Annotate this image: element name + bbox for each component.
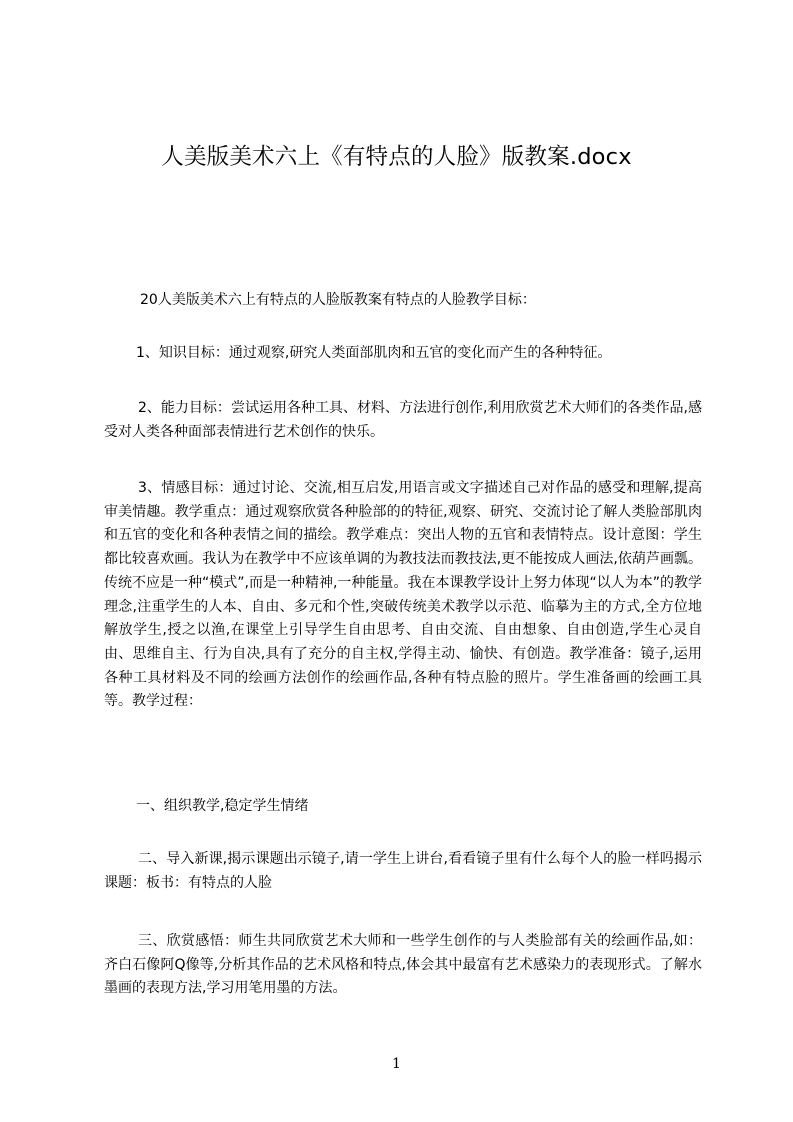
page-number: 1 (392, 1056, 401, 1072)
paragraph-section-one: 一、组织教学,稳定学生情绪 (136, 798, 309, 814)
paragraph-emotion-goal: 3、情感目标：通过讨论、交流,相互启发,用语言或文字描述自己对作品的感受和理解,提高审美情趣。教学重点：通过观察欣赏各种脸部的的特征,观察、研究、交流讨论了解人类脸部肌肉和五官的变化和各种表情之间的描绘。教学难点：突出人物的五官和表情特点。设计意图：学生都比较喜欢画。我认为在教学中不应该单调的为教技法而教技法,更不能按成人画法,依葫芦画瓢。传统不应是一种“模式”,而是一种精神,一种能量。我在本课教学设计上努力体现“以人为本”的教学理念,注重学生的人本、自由、多元和个性,突破传统美术教学以示范、临摹为主的方式,全方位地解放学生,授之以渔,在课堂上引导学生自由思考、自由交流、自由想象、自由创造,学生心灵自由、思维自主、行为自决,具有了充分的自主权,学得主动、愉快、有创造。教学准备：镜子,运用各种工具材料及不同的绘画方法创作的绘画作品,各种有特点脸的照片。学生准备画的绘画工具等。教学过程： (104, 480, 702, 710)
paragraph-intro: 20人美版美术六上有特点的人脸版教案有特点的人脸教学目标： (140, 292, 536, 308)
paragraph-knowledge-goal: 1、知识目标：通过观察,研究人类面部肌肉和五官的变化而产生的各种特征。 (136, 345, 612, 361)
document-title: 人美版美术六上《有特点的人脸》版教案.docx (161, 144, 632, 170)
paragraph-ability-goal: 2、能力目标：尝试运用各种工具、材料、方法进行创作,利用欣赏艺术大师们的各类作品,感受对人类各种面部表情进行艺术创作的快乐。 (104, 400, 702, 440)
paragraph-section-three: 三、欣赏感悟：师生共同欣赏艺术大师和一些学生创作的与人类脸部有关的绘画作品,如：齐白石像阿Q像等,分析其作品的艺术风格和特点,体会其中最富有艺术感染力的表现形式。了解水墨画的表现方法,学习用笔用墨的方法。 (104, 933, 702, 997)
paragraph-section-two: 二、导入新课,揭示课题出示镜子,请一学生上讲台,看看镜子里有什么每个人的脸一样吗揭示课题：板书：有特点的人脸 (104, 851, 702, 891)
